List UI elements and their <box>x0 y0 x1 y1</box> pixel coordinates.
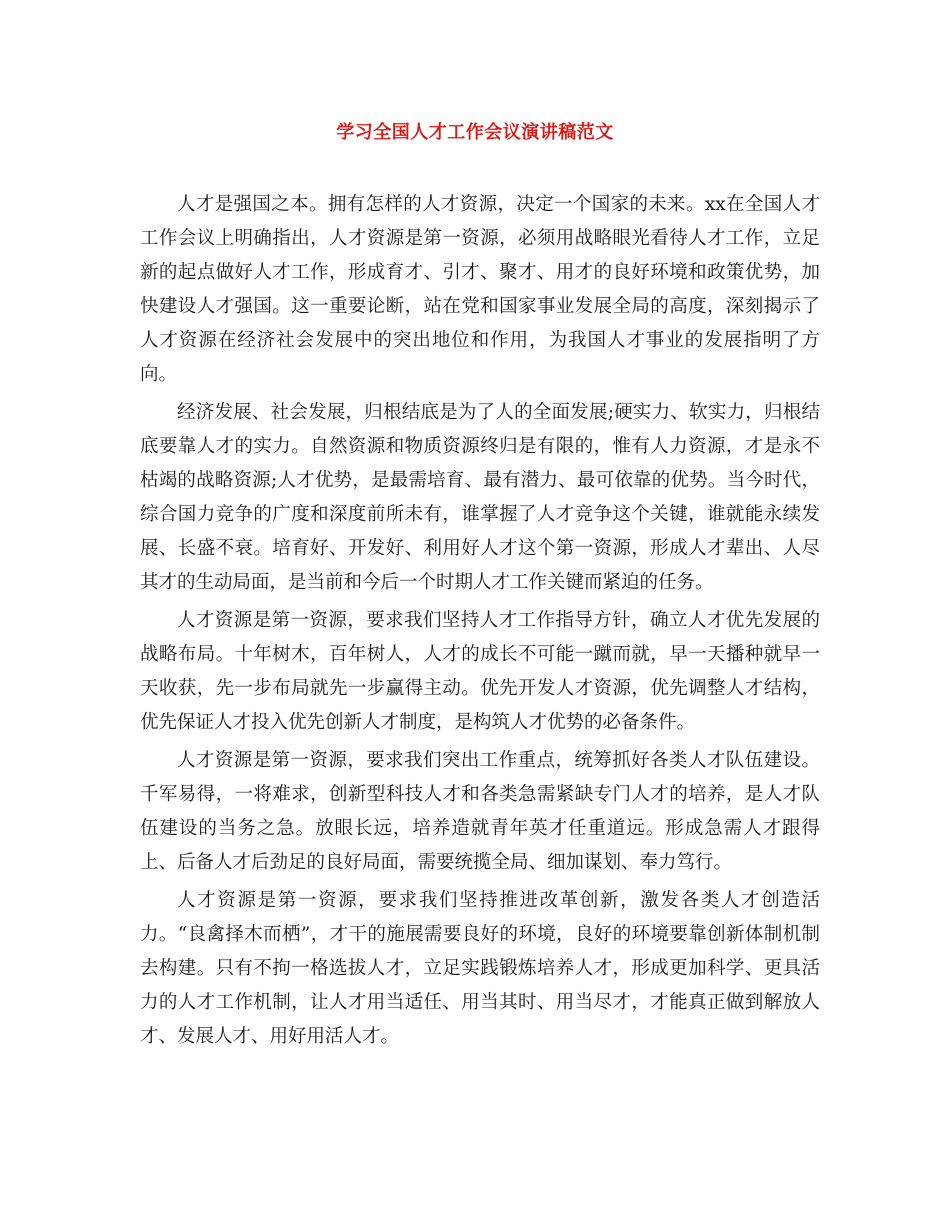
paragraph-4: 人才资源是第一资源，要求我们突出工作重点，统筹抓好各类人才队伍建设。千军易得，一将难求，创新型科技人才和各类急需紧缺专门人才的培养，是人才队伍建设的当务之急。放眼长远，培养造就青年英才任重道远。形成急需人才跟得上、后备人才后劲足的良好局面，需要统揽全局、细加谋划、奉力笃行。 <box>140 750 820 873</box>
document-body <box>140 188 820 1058</box>
paragraph-1: 人才是强国之本。拥有怎样的人才资源，决定一个国家的未来。xx在全国人才工作会议上明确指出，人才资源是第一资源，必须用战略眼光看待人才工作，立足新的起点做好人才工作，形成育才、引才、聚才、用才的良好环境和政策优势，加快建设人才强国。这一重要论断，站在党和国家事业发展全局的高度，深刻揭示了人才资源在经济社会发展中的突出地位和作用，为我国人才事业的发展指明了方向。 <box>140 194 820 385</box>
document-title: 学习全国人才工作会议演讲稿范文 <box>336 122 614 143</box>
paragraph-3: 人才资源是第一资源，要求我们坚持人才工作指导方针，确立人才优先发展的战略布局。十年树木，百年树人，人才的成长不可能一蹴而就，早一天播种就早一天收获，先一步布局就先一步赢得主动。优先开发人才资源，优先调整人才结构，优先保证人才投入优先创新人才制度，是构筑人才优势的必备条件。 <box>140 610 820 733</box>
paragraph-5: 人才资源是第一资源，要求我们坚持推进改革创新，激发各类人才创造活力。“良禽择木而栖”，才干的施展需要良好的环境，良好的环境要靠创新体制机制去构建。只有不拘一格选拔人才，立足实践锻炼培养人才，形成更加科学、更具活力的人才工作机制，让人才用当适任、用当其时、用当尽才，才能真正做到解放人才、发展人才、用好用活人才。 <box>140 890 820 1047</box>
paragraph-2: 经济发展、社会发展，归根结底是为了人的全面发展;硬实力、软实力，归根结底要靠人才的实力。自然资源和物质资源终归是有限的，惟有人力资源，才是永不枯竭的战略资源;人才优势，是最需培育、最有潜力、最可依靠的优势。当今时代，综合国力竞争的广度和深度前所未有，谁掌握了人才竞争这个关键，谁就能永续发展、长盛不衰。培育好、开发好、利用好人才这个第一资源，形成人才辈出、人尽其才的生动局面，是当前和今后一个时期人才工作关键而紧迫的任务。 <box>140 402 820 593</box>
